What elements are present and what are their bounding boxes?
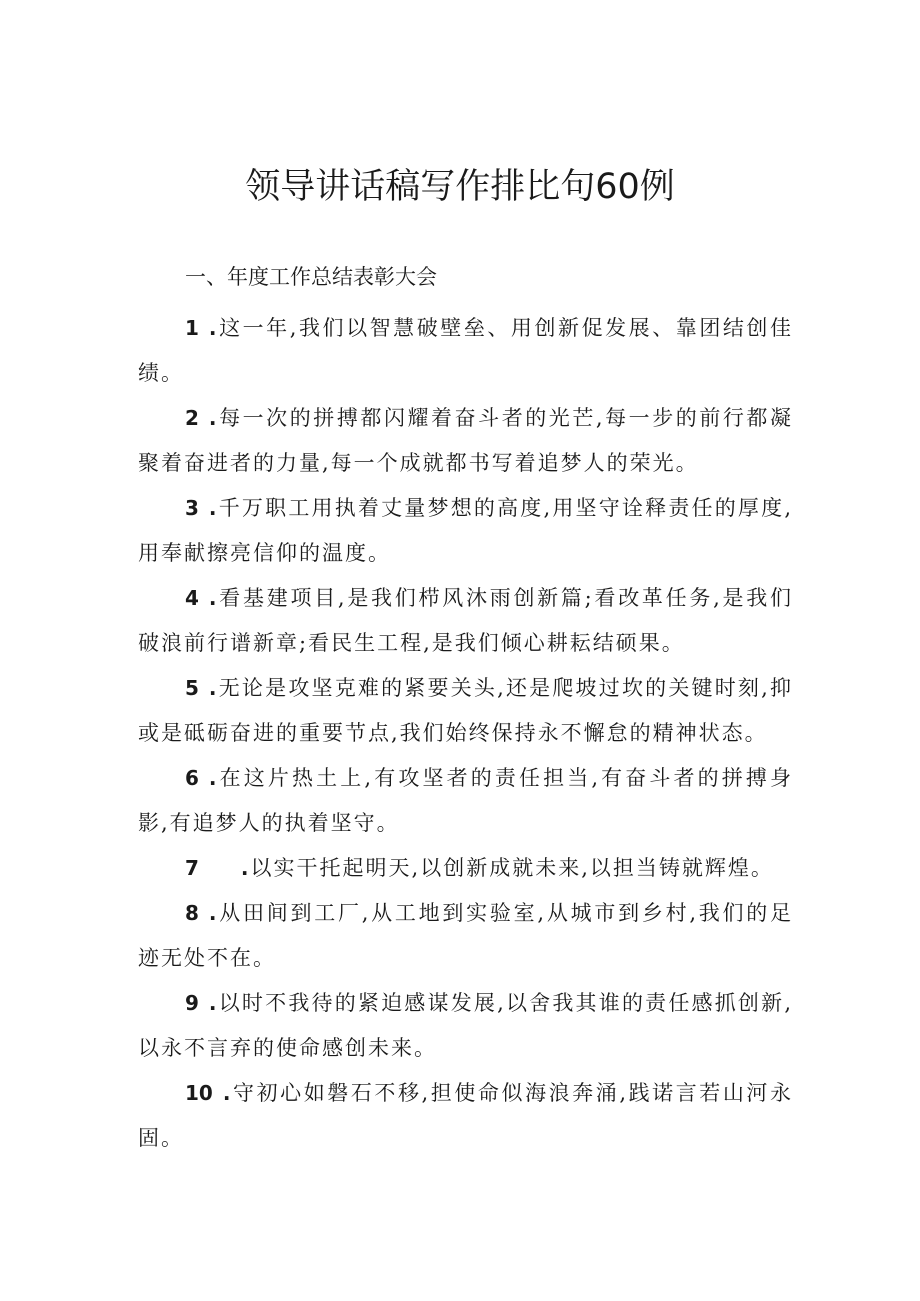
- list-item: [138, 981, 793, 1071]
- item-number: 5: [185, 676, 199, 700]
- item-text: 每一次的拼搏都闪耀着奋斗者的光芒,每一步的前行都凝聚着奋进者的力量,每一个成就都书写着追梦人的荣光。: [138, 406, 793, 475]
- item-text: 千万职工用执着丈量梦想的高度,用坚守诠释责任的厚度,用奉献擦亮信仰的温度。: [138, 496, 793, 565]
- section-heading: 一、年度工作总结表彰大会: [185, 265, 437, 289]
- item-number: 9: [185, 991, 199, 1015]
- list-item: [138, 306, 793, 396]
- list-item: [138, 891, 793, 981]
- item-number: 2: [185, 406, 199, 430]
- list-item: [138, 846, 793, 891]
- item-separator: .: [240, 856, 249, 880]
- item-number: 10: [185, 1081, 213, 1105]
- item-number: 4: [185, 586, 199, 610]
- item-text: 以实干托起明天,以创新成就未来,以担当铸就辉煌。: [250, 856, 774, 880]
- item-separator: .: [222, 1081, 231, 1105]
- item-text: 守初心如磐石不移,担使命似海浪奔涌,践诺言若山河永固。: [138, 1081, 793, 1150]
- item-number: 7: [185, 856, 199, 880]
- list-item: [138, 396, 793, 486]
- list-item: [138, 1071, 793, 1161]
- item-separator: .: [208, 586, 217, 610]
- item-separator: .: [208, 901, 217, 925]
- item-separator: .: [208, 406, 217, 430]
- list-item: [138, 756, 793, 846]
- item-number: 8: [185, 901, 199, 925]
- item-text: 无论是攻坚克难的紧要关头,还是爬坡过坎的关键时刻,抑或是砥砺奋进的重要节点,我们始终保持永不懈怠的精神状态。: [138, 676, 793, 745]
- document-title: 领导讲话稿写作排比句60例: [245, 167, 675, 207]
- item-separator: .: [208, 766, 217, 790]
- item-number: 6: [185, 766, 199, 790]
- item-separator: .: [208, 496, 217, 520]
- list-item: [138, 486, 793, 576]
- item-list: [138, 306, 793, 1161]
- item-number: 3: [185, 496, 199, 520]
- item-text: 从田间到工厂,从工地到实验室,从城市到乡村,我们的足迹无处不在。: [138, 901, 793, 970]
- item-separator: .: [208, 991, 217, 1015]
- item-text: 看基建项目,是我们栉风沐雨创新篇;看改革任务,是我们破浪前行谱新章;看民生工程,是我们倾心耕耘结硕果。: [138, 586, 793, 655]
- item-separator: .: [208, 676, 217, 700]
- item-text: 这一年,我们以智慧破壁垒、用创新促发展、靠团结创佳绩。: [138, 316, 793, 385]
- item-text: 在这片热土上,有攻坚者的责任担当,有奋斗者的拼搏身影,有追梦人的执着坚守。: [138, 766, 793, 835]
- item-number: 1: [185, 316, 199, 340]
- list-item: [138, 576, 793, 666]
- item-text: 以时不我待的紧迫感谋发展,以舍我其谁的责任感抓创新,以永不言弃的使命感创未来。: [138, 991, 793, 1060]
- item-separator: .: [208, 316, 217, 340]
- list-item: [138, 666, 793, 756]
